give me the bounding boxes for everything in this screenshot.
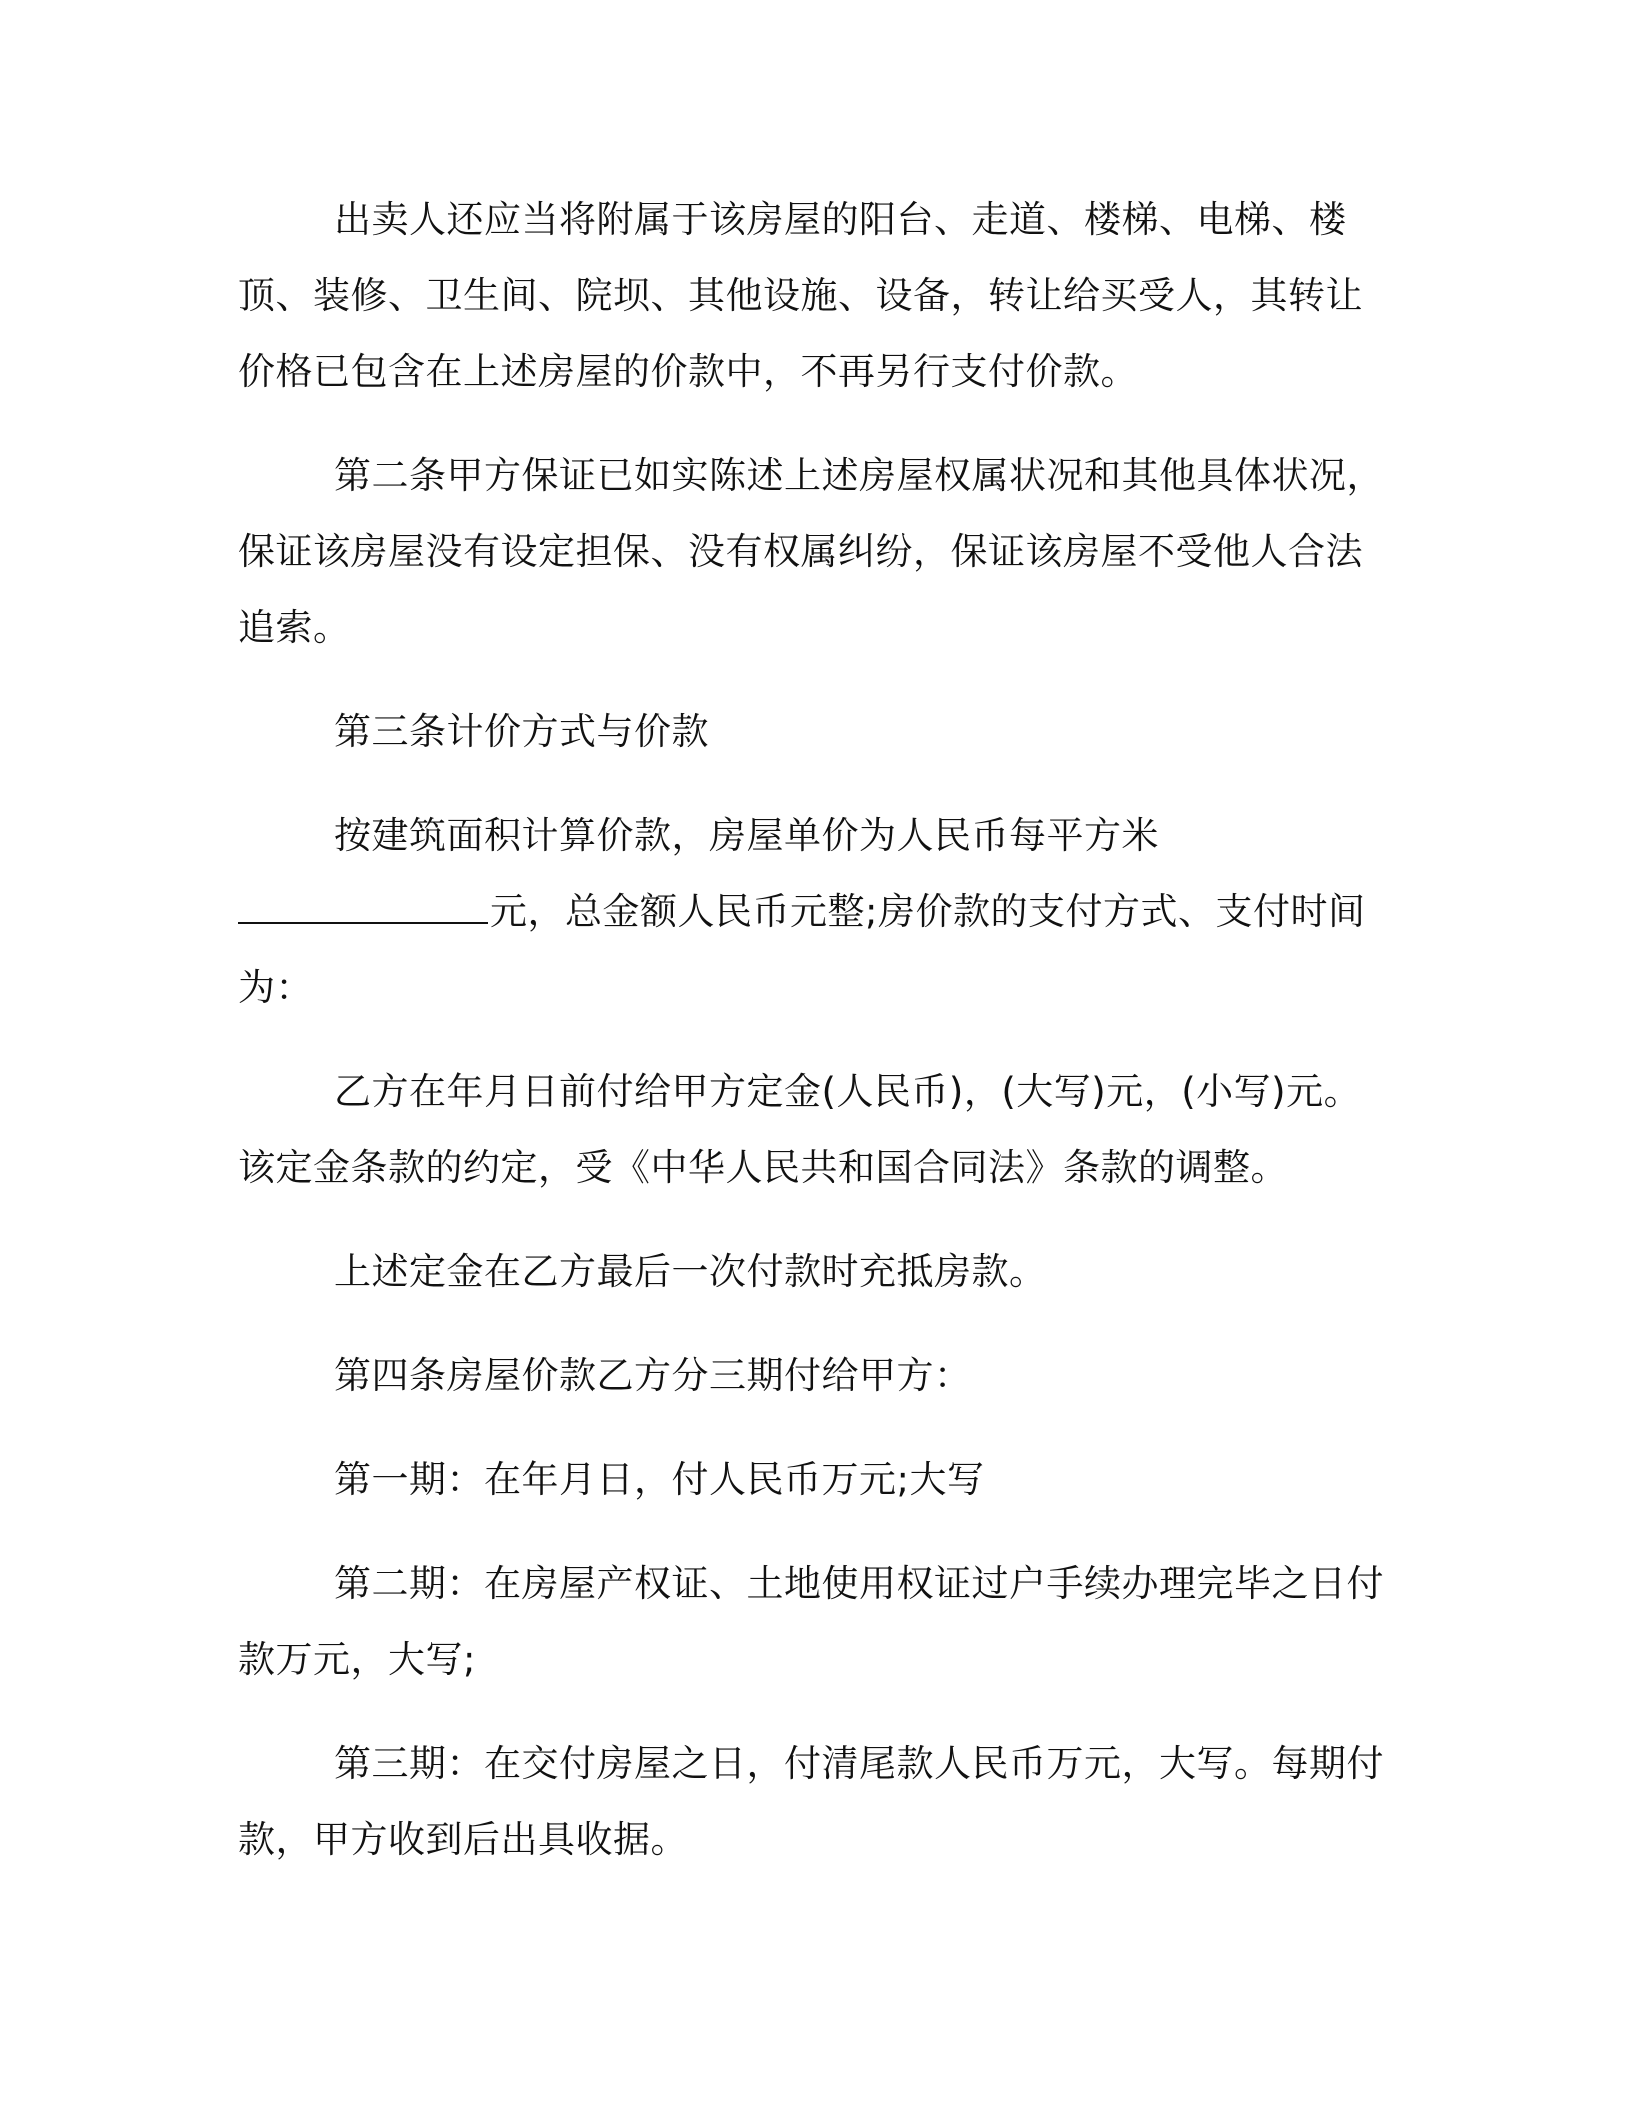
fill-in-blank xyxy=(238,892,488,924)
paragraph-phase-3: 第三期：在交付房屋之日，付清尾款人民币万元，大写。每期付款，甲方收到后出具收据。 xyxy=(238,1742,1384,1861)
paragraph-phase-2: 第二期：在房屋产权证、土地使用权证过户手续办理完毕之日付款万元，大写; xyxy=(238,1562,1384,1681)
document-page xyxy=(238,182,1398,1906)
pricing-cont-text: 元，总金额人民币元整;房价款的支付方式、支付时间为： xyxy=(238,890,1366,1009)
paragraph-article-4: 第四条房屋价款乙方分三期付给甲方： xyxy=(334,1354,972,1397)
paragraph-appurtenances: 出卖人还应当将附属于该房屋的阳台、走道、楼梯、电梯、楼顶、装修、卫生间、院坝、其他设施、设备，转让给买受人，其转让价格已包含在上述房屋的价款中，不再另行支付价款。 xyxy=(238,198,1363,393)
paragraph-article-2: 第二条甲方保证已如实陈述上述房屋权属状况和其他具体状况，保证该房屋没有设定担保、没有权属纠纷，保证该房屋不受他人合法追索。 xyxy=(238,454,1384,649)
paragraph-deposit: 乙方在年月日前付给甲方定金(人民币)，(大写)元，(小写)元。该定金条款的约定，受《中华人民共和国合同法》条款的调整。 xyxy=(238,1070,1362,1189)
paragraph-article-3-heading: 第三条计价方式与价款 xyxy=(334,710,709,753)
paragraph-deposit-offset: 上述定金在乙方最后一次付款时充抵房款。 xyxy=(334,1250,1047,1293)
paragraph-phase-1: 第一期：在年月日，付人民币万元;大写 xyxy=(334,1458,985,1501)
paragraph-pricing-cont xyxy=(238,874,1398,1026)
pricing-text: 按建筑面积计算价款，房屋单价为人民币每平方米 xyxy=(334,814,1159,857)
paragraph-pricing xyxy=(238,798,1398,874)
